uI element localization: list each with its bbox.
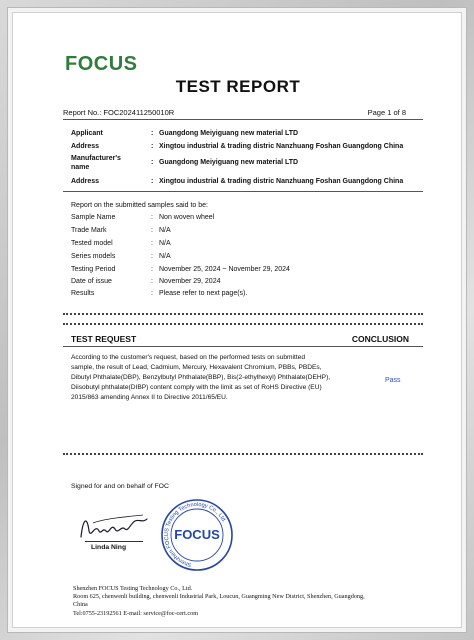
field-colon: : [151,290,153,297]
field-label: Results [71,290,95,297]
field-label: Series models [71,253,116,260]
divider-middle [63,191,423,192]
test-request-body [71,353,361,403]
field-value: November 29, 2024 [159,278,221,285]
field-colon: : [151,178,154,185]
field-colon: : [151,214,153,221]
page-indicator: Page 1 of 8 [367,108,406,117]
signature-line [85,541,143,542]
request-line: Diisobutyl phthalate(DIBP) content comply with the limit as set of RoHS Directive (EU) [71,384,322,391]
field-label: Trade Mark [71,227,107,234]
conclusion-heading: CONCLUSION [351,334,409,344]
field-label: Address [71,178,100,185]
field-value: November 25, 2024 ~ November 29, 2024 [159,266,290,273]
divider-top [63,119,423,120]
request-line: According to the customer's request, based on the performed tests on submitted [71,354,305,361]
logo-text: FOCUS [65,53,138,75]
request-line: sample, the result of Lead, Cadmium, Mercury, Hexavalent Chromium, PBBs, PBDEs, [71,364,322,371]
field-value: Guangdong Meiyiguang new material LTD [159,159,299,166]
field-colon: : [151,143,154,150]
report-number: Report No.: FOC202411250010R [63,108,175,117]
company-footer [73,585,423,618]
company-stamp [152,498,242,574]
handwritten-signature [73,509,153,543]
signer-name: Linda Ning [91,544,127,551]
dotted-divider-1 [63,313,423,315]
field-value: Xingtou industrial & trading distric Nanzhuang Foshan Guangdong China [159,178,404,185]
field-value: Guangdong Meiyiguang new material LTD [159,130,299,137]
focus-logo [65,53,138,76]
dotted-divider-2 [63,323,423,325]
field-label: Applicant [71,130,103,137]
divider-request [63,346,423,347]
test-request-heading: TEST REQUEST [71,334,137,344]
field-colon: : [151,130,154,137]
field-label: Sample Name [71,214,116,221]
field-value: N/A [159,227,171,234]
field-value: N/A [159,240,171,247]
svg-text:FOCUS: FOCUS [174,527,220,542]
request-line: 2015/863 amending Annex II to Directive 2011/65/EU. [71,394,228,401]
footer-country: China [73,601,88,609]
field-label: Address [71,143,100,150]
field-label: Testing Period [71,266,116,273]
footer-address: Room 625, chenwenli building, chenwenli Industrial Park, Loucun, Guangming New District, Shenzhen, Guangdong, [73,593,365,601]
field-label: Date of issue [71,278,112,285]
field-colon: : [151,159,154,166]
field-value: Please refer to next page(s). [159,290,248,297]
field-value: Non woven wheel [159,214,215,221]
svg-text:Shenzhen FOCUS Testing Technol: Shenzhen FOCUS Testing Technology Co., Ltd. [164,501,227,568]
field-colon: : [151,266,153,273]
document-page [12,12,462,628]
report-intro: Report on the submitted samples said to be: [71,202,208,209]
conclusion-result: Pass [385,377,401,384]
field-value: N/A [159,253,171,260]
request-line: Dibutyl Phthalate(DBP), Benzylbutyl Phthalate(BBP), Bis(2-ethylhexyl) Phthalate(DEHP), [71,374,331,381]
field-label: Tested model [71,240,113,247]
field-colon: : [151,240,153,247]
field-colon: : [151,278,153,285]
field-label: Manufacturer's name [71,155,121,171]
document-title: TEST REPORT [175,77,301,96]
field-value: Xingtou industrial & trading distric Nanzhuang Foshan Guangdong China [159,143,404,150]
field-colon: : [151,227,153,234]
footer-company: Shenzhen FOCUS Testing Technology Co., Ltd. [73,585,193,592]
signed-for-label: Signed for and on behalf of FOC [71,483,169,490]
footer-contact: Tel:0755-23192561 E-mail: service@foc-cert.com [73,609,199,617]
dotted-divider-3 [63,453,423,455]
field-colon: : [151,253,153,260]
